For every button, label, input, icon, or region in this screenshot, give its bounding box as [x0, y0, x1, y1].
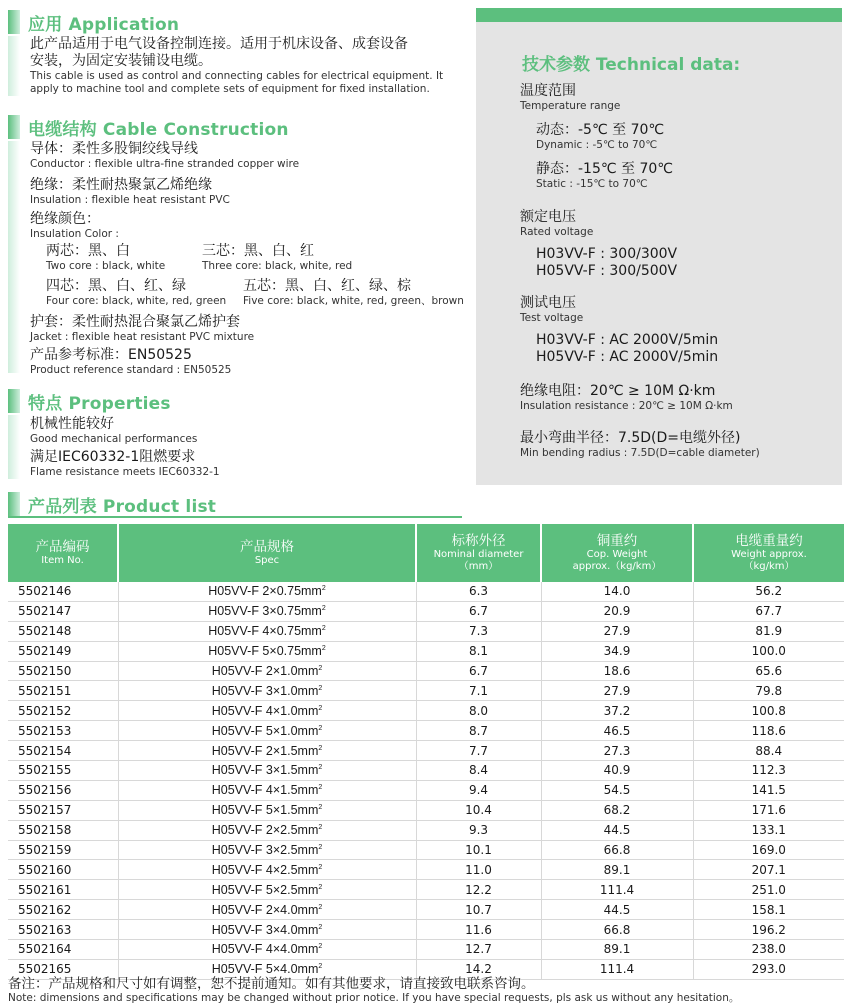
- table-cell: 44.5: [541, 820, 693, 840]
- rated-voltage-values: [536, 246, 677, 280]
- table-row: [8, 582, 844, 601]
- table-cell: 10.1: [416, 840, 541, 860]
- conductor-zh: 导体：柔性多股铜绞线导线: [30, 141, 198, 157]
- table-cell: 5502160: [8, 860, 118, 880]
- application-en-2: apply to machine tool and complete sets of equipment for fixed installation.: [30, 83, 430, 95]
- table-cell: 89.1: [541, 860, 693, 880]
- insulation-resistance: [520, 383, 733, 413]
- dynamic-en: Dynamic : -5℃ to 70℃: [536, 139, 658, 151]
- table-cell: 118.6: [693, 721, 844, 741]
- table-cell: H05VV-F $3\times 0.75mm^2$: [118, 601, 416, 621]
- table-cell: H05VV-F $5\times 2.5mm^2$: [118, 880, 416, 900]
- table-cell: 5502153: [8, 721, 118, 741]
- table-row: [8, 681, 844, 701]
- table-cell: 5502155: [8, 761, 118, 781]
- table-cell: 238.0: [693, 940, 844, 960]
- rated-voltage: [520, 209, 593, 239]
- table-cell: 293.0: [693, 959, 844, 979]
- table-cell: 5502162: [8, 900, 118, 920]
- table-cell: 8.1: [416, 641, 541, 661]
- product-list-rule: [8, 516, 462, 518]
- test-voltage-values: [536, 332, 718, 366]
- table-cell: 158.1: [693, 900, 844, 920]
- table-cell: 5502146: [8, 582, 118, 601]
- rated-voltage-zh: 额定电压: [520, 209, 576, 225]
- table-cell: H05VV-F $3\times 4.0mm^2$: [118, 920, 416, 940]
- table-cell: 88.4: [693, 741, 844, 761]
- table-cell: 111.4: [541, 880, 693, 900]
- temperature-en: Temperature range: [520, 100, 621, 112]
- five-core-en: Five core: black, white, red, green、brown: [243, 295, 464, 307]
- table-cell: 8.4: [416, 761, 541, 781]
- standard-zh: 产品参考标准：EN50525: [30, 347, 192, 363]
- table-cell: H05VV-F $2\times 1.0mm^2$: [118, 661, 416, 681]
- table-cell: 27.9: [541, 621, 693, 641]
- rated-voltage-2: H05VV-F : 300/500V: [536, 263, 678, 279]
- table-cell: 5502158: [8, 820, 118, 840]
- table-cell: 7.3: [416, 621, 541, 641]
- table-cell: 100.0: [693, 641, 844, 661]
- application-heading: [8, 9, 179, 35]
- static-zh: 静态：-15℃ 至 70℃: [536, 161, 674, 177]
- application-title: 应用 Application: [28, 14, 180, 35]
- table-cell: 5502164: [8, 940, 118, 960]
- table-cell: 5502148: [8, 621, 118, 641]
- table-row: [8, 840, 844, 860]
- table-body: [8, 582, 844, 979]
- product-list-title: 产品列表 Product list: [28, 496, 217, 517]
- insulation-resistance-zh: 绝缘电阻：20℃ ≥ 10M Ω·km: [520, 383, 716, 399]
- note-en: Note: dimensions and specifications may be changed without prior notice. If you have special requests, pls ask us without any hesitation。: [8, 992, 740, 1004]
- insulation-resistance-en: Insulation resistance : 20℃ ≥ 10M Ω·km: [520, 400, 733, 412]
- technical-panel-header: [476, 8, 842, 22]
- temperature: [520, 83, 620, 113]
- table-cell: 9.4: [416, 780, 541, 800]
- table-cell: H05VV-F $2\times 1.5mm^2$: [118, 741, 416, 761]
- table-cell: H05VV-F $3\times 2.5mm^2$: [118, 840, 416, 860]
- table-cell: 251.0: [693, 880, 844, 900]
- heading-bar: [8, 492, 20, 516]
- property-2-zh: 满足IEC60332-1阻燃要求: [30, 449, 196, 465]
- table-cell: 18.6: [541, 661, 693, 681]
- header-copper-weight: 铜重约 Cop. Weight approx.（kg/km）: [541, 524, 693, 582]
- technical-title: 技术参数 Technical data:: [522, 55, 741, 75]
- table-cell: 6.7: [416, 661, 541, 681]
- table-cell: H05VV-F $4\times 1.0mm^2$: [118, 701, 416, 721]
- table-cell: H05VV-F $3\times 1.0mm^2$: [118, 681, 416, 701]
- note-zh: 备注：产品规格和尺寸如有调整，恕不提前通知。如有其他要求，请直接致电联系咨询。: [8, 976, 535, 992]
- table-cell: 5502152: [8, 701, 118, 721]
- table-cell: H05VV-F $5\times 1.0mm^2$: [118, 721, 416, 741]
- construction-heading: [8, 114, 289, 140]
- conductor-en: Conductor : flexible ultra-fine stranded copper wire: [30, 158, 300, 170]
- table-cell: 5502163: [8, 920, 118, 940]
- table-cell: H05VV-F $4\times 4.0mm^2$: [118, 940, 416, 960]
- table-cell: 171.6: [693, 800, 844, 820]
- technical-panel: [476, 8, 842, 485]
- table-cell: 111.4: [541, 959, 693, 979]
- two-core-zh: 两芯：黑、白: [46, 243, 130, 259]
- table-cell: 46.5: [541, 721, 693, 741]
- table-cell: 14.0: [541, 582, 693, 601]
- table-cell: 79.8: [693, 681, 844, 701]
- table-cell: 5502151: [8, 681, 118, 701]
- side-bar: [8, 141, 20, 373]
- table-cell: 89.1: [541, 940, 693, 960]
- test-voltage: [520, 295, 583, 325]
- property-1: [30, 416, 197, 446]
- table-cell: H05VV-F $4\times 1.5mm^2$: [118, 780, 416, 800]
- table-cell: H05VV-F $5\times 1.5mm^2$: [118, 800, 416, 820]
- five-core-zh: 五芯：黑、白、红、绿、棕: [243, 278, 411, 294]
- table-row: [8, 820, 844, 840]
- table-cell: 141.5: [693, 780, 844, 800]
- standard-en: Product reference standard : EN50525: [30, 364, 232, 376]
- table-cell: 5502156: [8, 780, 118, 800]
- table-header-row: [8, 524, 844, 582]
- table-cell: H05VV-F $2\times 0.75mm^2$: [118, 582, 416, 601]
- product-list-heading: [8, 491, 216, 517]
- properties-title: 特点 Properties: [28, 393, 171, 414]
- bending-radius: [520, 430, 760, 460]
- header-weight: 电缆重量约 Weight approx. （kg/km）: [693, 524, 844, 582]
- table-row: [8, 761, 844, 781]
- static-en: Static : -15℃ to 70℃: [536, 178, 648, 190]
- table-cell: 27.3: [541, 741, 693, 761]
- table-cell: 8.7: [416, 721, 541, 741]
- product-table: [8, 524, 844, 980]
- color-en: Insulation Color :: [30, 228, 119, 240]
- table-cell: 100.8: [693, 701, 844, 721]
- table-cell: 20.9: [541, 601, 693, 621]
- application-body: [30, 36, 443, 96]
- four-core-en: Four core: black, white, red, green: [46, 295, 227, 307]
- property-1-en: Good mechanical performances: [30, 433, 198, 445]
- table-cell: H05VV-F $4\times 0.75mm^2$: [118, 621, 416, 641]
- table-cell: 12.2: [416, 880, 541, 900]
- color-zh: 绝缘颜色：: [30, 211, 100, 227]
- three-core-en: Three core: black, white, red: [202, 260, 353, 272]
- property-1-zh: 机械性能较好: [30, 416, 114, 432]
- table-row: [8, 601, 844, 621]
- table-cell: 112.3: [693, 761, 844, 781]
- table-cell: H05VV-F $2\times 4.0mm^2$: [118, 900, 416, 920]
- jacket-zh: 护套：柔性耐热混合聚氯乙烯护套: [30, 314, 240, 330]
- bending-radius-zh: 最小弯曲半径：7.5D(D=电缆外径): [520, 430, 741, 446]
- two-core-en: Two core : black, white: [46, 260, 166, 272]
- table-cell: 5502149: [8, 641, 118, 661]
- application-en-1: This cable is used as control and connecting cables for electrical equipment. It: [30, 70, 444, 82]
- table-cell: 5502165: [8, 959, 118, 979]
- table-cell: 65.6: [693, 661, 844, 681]
- table-cell: 12.7: [416, 940, 541, 960]
- table-cell: 81.9: [693, 621, 844, 641]
- dynamic-temp: [536, 122, 664, 152]
- property-2: [30, 449, 220, 479]
- table-cell: 196.2: [693, 920, 844, 940]
- table-cell: 14.2: [416, 959, 541, 979]
- table-cell: 7.1: [416, 681, 541, 701]
- table-cell: 5502159: [8, 840, 118, 860]
- table-cell: 7.7: [416, 741, 541, 761]
- table-cell: 56.2: [693, 582, 844, 601]
- table-row: [8, 780, 844, 800]
- table-row: [8, 880, 844, 900]
- table-cell: 9.3: [416, 820, 541, 840]
- table-cell: 66.8: [541, 840, 693, 860]
- three-core: [202, 243, 352, 273]
- jacket-block: [30, 314, 254, 344]
- side-bar: [8, 415, 20, 479]
- four-core: [46, 278, 226, 308]
- properties-heading: [8, 388, 171, 414]
- temperature-zh: 温度范围: [520, 83, 576, 99]
- table-row: [8, 641, 844, 661]
- test-voltage-2: H05VV-F : AC 2000V/5min: [536, 349, 719, 365]
- property-2-en: Flame resistance meets IEC60332-1: [30, 466, 220, 478]
- table-cell: 34.9: [541, 641, 693, 661]
- table-row: [8, 900, 844, 920]
- rated-voltage-1: H03VV-F : 300/300V: [536, 246, 678, 262]
- side-bar: [8, 36, 20, 96]
- header-item-no: 产品编码 Item No.: [8, 524, 118, 582]
- table-cell: 5502154: [8, 741, 118, 761]
- table-row: [8, 860, 844, 880]
- color-block: [30, 211, 119, 241]
- header-diameter: 标称外径 Nominal diameter （mm）: [416, 524, 541, 582]
- table-cell: 207.1: [693, 860, 844, 880]
- table-cell: H05VV-F $5\times 0.75mm^2$: [118, 641, 416, 661]
- table-cell: 67.7: [693, 601, 844, 621]
- bending-radius-en: Min bending radius : 7.5D(D=cable diameter): [520, 447, 760, 459]
- table-cell: 8.0: [416, 701, 541, 721]
- heading-bar: [8, 389, 20, 413]
- standard-block: [30, 347, 231, 377]
- table-cell: 6.7: [416, 601, 541, 621]
- insulation-zh: 绝缘：柔性耐热聚氯乙烯绝缘: [30, 177, 212, 193]
- table-cell: 5502150: [8, 661, 118, 681]
- table-cell: H05VV-F $5\times 4.0mm^2$: [118, 959, 416, 979]
- header-spec: 产品规格 Spec: [118, 524, 416, 582]
- table-cell: 44.5: [541, 900, 693, 920]
- table-row: [8, 701, 844, 721]
- table-cell: 10.7: [416, 900, 541, 920]
- two-core: [46, 243, 165, 273]
- table-cell: 68.2: [541, 800, 693, 820]
- heading-bar: [8, 10, 20, 34]
- test-voltage-zh: 测试电压: [520, 295, 576, 311]
- table-row: [8, 940, 844, 960]
- dynamic-zh: 动态：-5℃ 至 70℃: [536, 122, 665, 138]
- table-cell: 5502147: [8, 601, 118, 621]
- table-cell: 11.6: [416, 920, 541, 940]
- table-row: [8, 741, 844, 761]
- table-cell: 11.0: [416, 860, 541, 880]
- test-voltage-1: H03VV-F : AC 2000V/5min: [536, 332, 719, 348]
- table-row: [8, 621, 844, 641]
- table-cell: 40.9: [541, 761, 693, 781]
- table-cell: 27.9: [541, 681, 693, 701]
- table-cell: 5502157: [8, 800, 118, 820]
- jacket-en: Jacket : flexible heat resistant PVC mixture: [30, 331, 255, 343]
- table-cell: 169.0: [693, 840, 844, 860]
- test-voltage-en: Test voltage: [520, 312, 584, 324]
- heading-bar: [8, 115, 20, 139]
- table-cell: H05VV-F $4\times 2.5mm^2$: [118, 860, 416, 880]
- application-zh-1: 此产品适用于电气设备控制连接。适用于机床设备、成套设备: [30, 36, 408, 52]
- table-cell: H05VV-F $2\times 2.5mm^2$: [118, 820, 416, 840]
- table-cell: 5502161: [8, 880, 118, 900]
- table-cell: H05VV-F $3\times 1.5mm^2$: [118, 761, 416, 781]
- table-row: [8, 800, 844, 820]
- table-cell: 54.5: [541, 780, 693, 800]
- table-cell: 66.8: [541, 920, 693, 940]
- three-core-zh: 三芯：黑、白、红: [202, 243, 314, 259]
- table-row: [8, 920, 844, 940]
- table-cell: 6.3: [416, 582, 541, 601]
- insulation-en: Insulation : flexible heat resistant PVC: [30, 194, 230, 206]
- table-cell: 133.1: [693, 820, 844, 840]
- five-core: [243, 278, 464, 308]
- insulation-block: [30, 177, 230, 207]
- static-temp: [536, 161, 673, 191]
- four-core-zh: 四芯：黑、白、红、绿: [46, 278, 186, 294]
- application-zh-2: 安装，为固定安装铺设电缆。: [30, 53, 212, 69]
- table-row: [8, 661, 844, 681]
- rated-voltage-en: Rated voltage: [520, 226, 594, 238]
- construction-body: [30, 141, 299, 171]
- table-row: [8, 721, 844, 741]
- table-cell: 37.2: [541, 701, 693, 721]
- table-cell: 10.4: [416, 800, 541, 820]
- construction-title: 电缆结构 Cable Construction: [28, 119, 289, 140]
